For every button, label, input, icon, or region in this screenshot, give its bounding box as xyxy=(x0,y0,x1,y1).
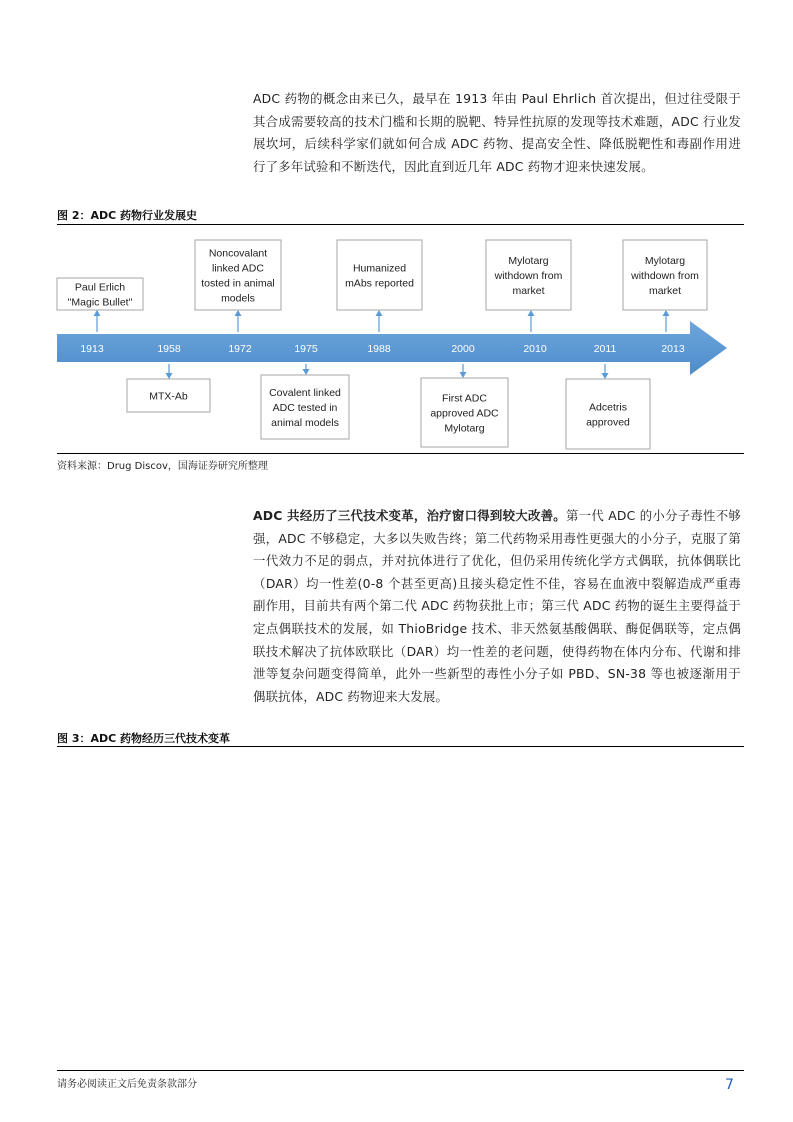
page-number: 7 xyxy=(725,1077,734,1093)
footer-disclaimer: 请务必阅读正文后免责条款部分 xyxy=(57,1079,197,1090)
figure-2-top-rule xyxy=(57,224,744,225)
paragraph-body: 第一代 ADC 的小分子毒性不够强，ADC 不够稳定，大多以失败告终；第二代药物采用毒性更强大的小分子，克服了第一代效力不足的弱点，并对抗体进行了优化，但仍采用传统化学方式偶联，抗体偶联比（DAR）均一性差(0-8 个甚至更高)且接头稳定性不佳，容易在血液中裂解造成严重毒副作用，目前共有两个第二代 ADC 药物获批上市；第三代 ADC 药物的诞生主要得益于定点偶联技术的发展，如 ThioBridge 技术、非天然氨基酸偶联、酶促偶联等，定点偶联技术解决了抗体欧联比（DAR）均一性差的老问题，使得药物在体内分布、代谢和排泄等复杂问题变得简单，此外一些新型的毒性小分子如 PBD、SN-38 等也被逐渐用于偶联抗体，ADC 药物迎来大发展。 xyxy=(253,508,741,704)
figure-3-title: 图 3：ADC 药物经历三代技术变革 xyxy=(57,732,231,745)
year-label-1975: 1975 xyxy=(294,343,318,355)
year-label-1988: 1988 xyxy=(367,343,391,355)
event-arrowhead-2010 xyxy=(528,310,535,316)
adc-history-timeline xyxy=(0,228,793,458)
event-label-1988: Humanized mAbs reported xyxy=(345,262,414,290)
event-arrowhead-2000 xyxy=(460,372,467,378)
event-arrowhead-2011 xyxy=(602,373,609,379)
year-label-1972: 1972 xyxy=(228,343,252,355)
event-arrowhead-1988 xyxy=(376,310,383,316)
event-box-2011 xyxy=(566,379,650,449)
event-label-2000: First ADC approved ADC Mylotarg xyxy=(430,392,499,435)
event-label-1913: Paul Erlich "Magic Bullet" xyxy=(67,281,133,309)
event-arrowhead-1972 xyxy=(235,310,242,316)
year-label-2011: 2011 xyxy=(593,343,617,355)
three-generations-paragraph xyxy=(253,505,741,708)
event-label-2010: Mylotarg withdown from market xyxy=(494,255,563,297)
intro-paragraph: ADC 药物的概念由来已久，最早在 1913 年由 Paul Ehrlich 首次提出，但过往受限于其合成需要较高的技术门槛和长期的脱靶、特异性抗原的发现等技术难题，ADC 行业发展坎坷，后续科学家们就如何合成 ADC 药物、提高安全性、降低脱靶性和毒副作用进行了多年试验和不断迭代，因此直到近几年 ADC 药物才迎来快速发展。 xyxy=(253,91,741,174)
paragraph-lead: ADC 共经历了三代技术变革，治疗窗口得到较大改善。 xyxy=(253,508,566,523)
footer-rule xyxy=(57,1070,744,1071)
event-arrowhead-1975 xyxy=(303,369,310,375)
figure-3-top-rule xyxy=(57,746,744,747)
figure-2-title: 图 2：ADC 药物行业发展史 xyxy=(57,209,198,222)
year-label-2000: 2000 xyxy=(451,343,475,355)
event-label-1958: MTX-Ab xyxy=(149,390,188,403)
event-label-1972: Noncovalant linked ADC tosted in animal models xyxy=(201,247,275,305)
figure-2-bottom-rule xyxy=(57,453,744,454)
event-arrowhead-1958 xyxy=(166,373,173,379)
event-arrowhead-1913 xyxy=(94,310,101,316)
year-label-2010: 2010 xyxy=(523,343,547,355)
year-label-2013: 2013 xyxy=(661,343,685,355)
event-label-2013: Mylotarg withdown from market xyxy=(631,255,699,297)
event-arrowhead-2013 xyxy=(663,310,670,316)
year-label-1913: 1913 xyxy=(80,343,104,355)
year-label-1958: 1958 xyxy=(157,343,181,355)
event-label-1975: Covalent linked ADC tested in animal models xyxy=(269,387,341,429)
event-box-1988 xyxy=(337,240,422,310)
figure-2-source: 资料来源：Drug Discov，国海证券研究所整理 xyxy=(57,461,268,472)
event-label-2011: Adcetris approved xyxy=(586,401,630,429)
